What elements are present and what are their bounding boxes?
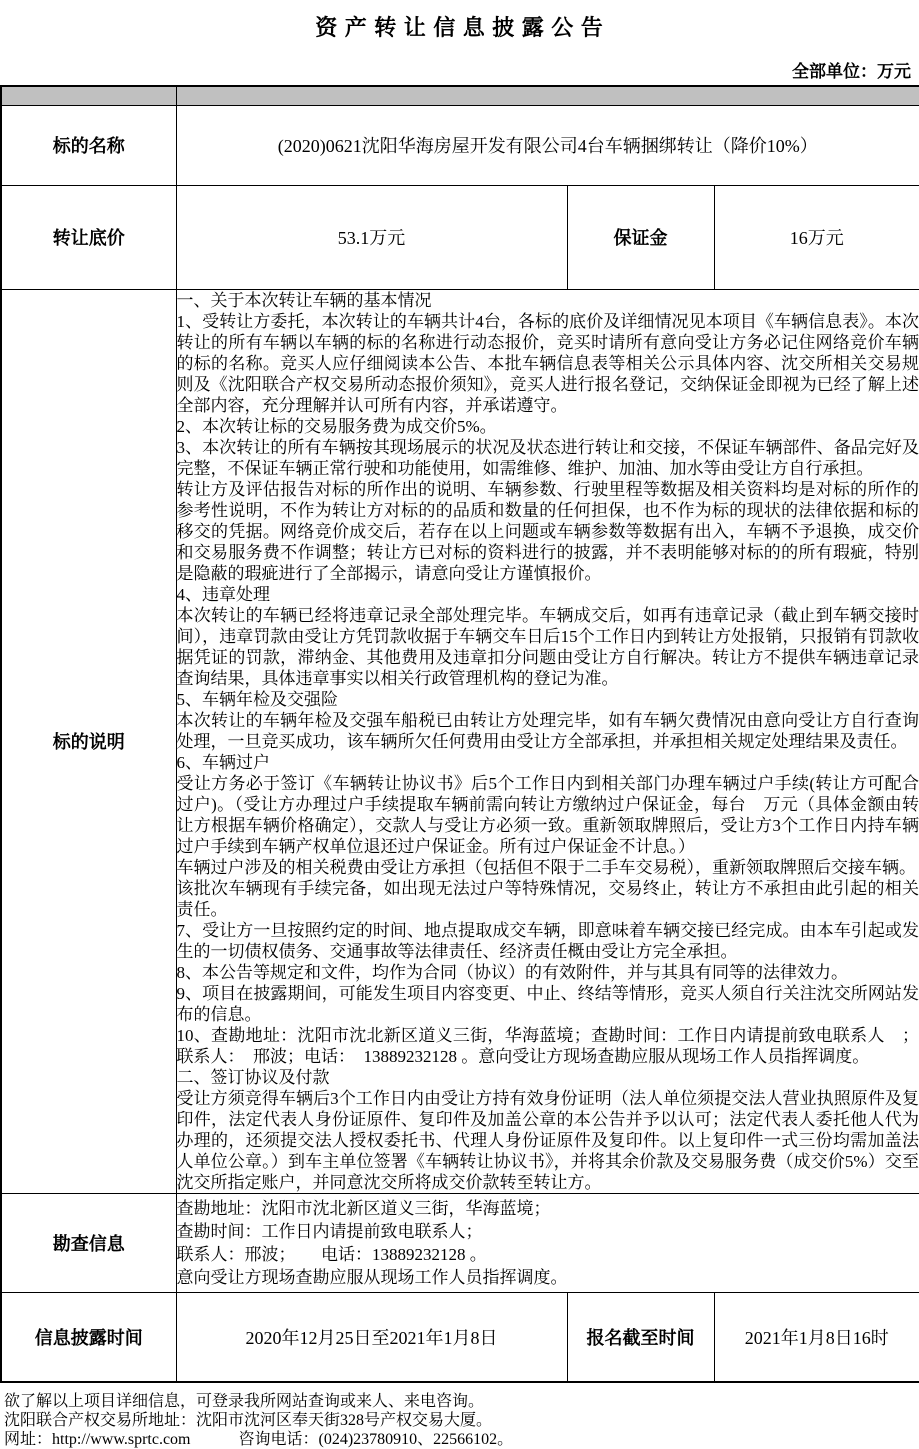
description-paragraph: 3、本次转让的所有车辆按其现场展示的状况及状态进行转让和交接，不保证车辆部件、备品完好及完整，不保证车辆正常行驶和功能使用，如需维修、维护、加油、加水等由受让方自行承担。	[177, 437, 919, 479]
description-paragraph: 车辆过户涉及的相关税费由受让方承担（包括但不限于二手车交易税），重新领取牌照后交接车辆。	[177, 857, 919, 878]
row-description	[1, 289, 919, 1193]
row-survey-info	[1, 1193, 919, 1292]
description-paragraph: 6、车辆过户	[177, 752, 919, 773]
footer-line: 沈阳联合产权交易所地址：沈阳市沈河区奉天街328号产权交易大厦。	[4, 1411, 919, 1430]
deposit-label: 保证金	[567, 185, 714, 289]
footer-line: 欲了解以上项目详细信息，可登录我所网站查询或来人、来电咨询。	[4, 1392, 919, 1411]
survey-line: 查勘时间：工作日内请提前致电联系人；	[177, 1220, 919, 1243]
row-price	[1, 185, 919, 289]
description-paragraph: 5、车辆年检及交强险	[177, 689, 919, 710]
header-band-row	[1, 86, 919, 105]
description-paragraph: 受让方须竞得车辆后3个工作日内由受让方持有效身份证明（法人单位须提交法人营业执照原件及复印件，法定代表人身份证原件、复印件及加盖公章的本公告并予以认可；法定代表人委托他人代为办理的，还须提交法人授权委托书、代理人身份证原件及复印件。以上复印件一式三份均需加盖法人单位公章。）到车主单位签署《车辆转让协议书》，并将其余价款及交易服务费（成交价5%）交至沈交所指定账户，并同意沈交所将成交价款转至转让方。	[177, 1088, 919, 1193]
registration-deadline-label: 报名截至时间	[567, 1292, 714, 1382]
survey-info-body	[176, 1193, 919, 1292]
row-subject-name	[1, 105, 919, 185]
description-paragraph: 8、本公告等规定和文件，均作为合同（协议）的有效附件，并与其具有同等的法律效力。	[177, 962, 919, 983]
page-title: 资 产 转 让 信 息 披 露 公 告	[0, 13, 919, 43]
description-paragraph: 一、关于本次转让车辆的基本情况	[177, 290, 919, 311]
description-paragraph: 4、违章处理	[177, 584, 919, 605]
description-paragraph: 该批次车辆现有手续完备，如出现无法过户等特殊情况，交易终止，转让方不承担由此引起的相关责任。	[177, 878, 919, 920]
description-label: 标的说明	[1, 289, 176, 1193]
announcement-table	[0, 85, 919, 1383]
survey-line: 查勘地址：沈阳市沈北新区道义三街，华海蓝境；	[177, 1197, 919, 1220]
description-paragraph: 2、本次转让标的交易服务费为成交价5%。	[177, 416, 919, 437]
header-band-cell-right	[176, 86, 919, 105]
subject-name-value: (2020)0621沈阳华海房屋开发有限公司4台车辆捆绑转让（降价10%）	[176, 105, 919, 185]
disclosure-time-value: 2020年12月25日至2021年1月8日	[176, 1292, 567, 1382]
survey-line: 意向受让方现场查勘应服从现场工作人员指挥调度。	[177, 1266, 919, 1289]
description-paragraph: 7、受让方一旦按照约定的时间、地点提取成交车辆，即意味着车辆交接已经完成。由本车引起或发生的一切债权债务、交通事故等法律责任、经济责任概由受让方完全承担。	[177, 920, 919, 962]
description-paragraph: 二、签订协议及付款	[177, 1067, 919, 1088]
description-paragraph: 本次转让的车辆已经将违章记录全部处理完毕。车辆成交后，如再有违章记录（截止到车辆交接时间），违章罚款由受让方凭罚款收据于车辆交车日后15个工作日内到转让方处报销，只报销有罚款收据凭证的罚款，滞纳金、其他费用及违章扣分问题由受让方自行解决。转让方不提供车辆违章记录查询结果，具体违章事实以相关行政管理机构的登记为准。	[177, 605, 919, 689]
footer-line: 网址：http://www.sprtc.com 咨询电话：(024)23780910、22566102。	[4, 1430, 919, 1449]
description-paragraph: 转让方及评估报告对标的所作出的说明、车辆参数、行驶里程等数据及相关资料均是对标的所作的参考性说明，不作为转让方对标的的品质和数量的任何担保，也不作为标的现状的法律依据和标的移交的凭据。网络竞价成交后，若存在以上问题或车辆参数等数据有出入，车辆不予退换，成交价和交易服务费不作调整；转让方已对标的资料进行的披露，并不表明能够对标的的所有瑕疵，特别是隐蔽的瑕疵进行了全部揭示，请意向受让方谨慎报价。	[177, 479, 919, 584]
unit-note: 全部单位：万元	[0, 62, 919, 82]
survey-line: 联系人：邢波； 电话：13889232128 。	[177, 1243, 919, 1266]
subject-name-label: 标的名称	[1, 105, 176, 185]
floor-price-label: 转让底价	[1, 185, 176, 289]
description-paragraph: 受让方务必于签订《车辆转让协议书》后5个工作日内到相关部门办理车辆过户手续(转让方可配合过户)。（受让方办理过户手续提取车辆前需向转让方缴纳过户保证金，每台 万元（具体金额由转让方根据车辆价格确定），交款人与受让方必须一致。重新领取牌照后，受让方3个工作日内持车辆过户手续到车辆产权单位退还过户保证金。所有过户保证金不计息。）	[177, 773, 919, 857]
row-disclosure-time	[1, 1292, 919, 1382]
description-body	[176, 289, 919, 1193]
description-paragraph: 10、查勘地址：沈阳市沈北新区道义三街，华海蓝境；查勘时间：工作日内请提前致电联系人 ；联系人： 邢波；电话： 13889232128 。意向受让方现场查勘应服从现场工作人员指挥调度。	[177, 1025, 919, 1067]
description-paragraph: 本次转让的车辆年检及交强车船税已由转让方处理完毕，如有车辆欠费情况由意向受让方自行查询处理，一旦竞买成功，该车辆所欠任何费用由受让方全部承担，并承担相关规定处理结果及责任。	[177, 710, 919, 752]
disclosure-time-label: 信息披露时间	[1, 1292, 176, 1382]
description-paragraph: 9、项目在披露期间，可能发生项目内容变更、中止、终结等情形，竞买人须自行关注沈交所网站发布的信息。	[177, 983, 919, 1025]
floor-price-value: 53.1万元	[176, 185, 567, 289]
header-band-cell-left	[1, 86, 176, 105]
footer	[0, 1392, 919, 1449]
registration-deadline-value: 2021年1月8日16时	[714, 1292, 919, 1382]
description-paragraph: 1、受转让方委托，本次转让的车辆共计4台，各标的底价及详细情况见本项目《车辆信息表》。本次转让的所有车辆以车辆的标的名称进行动态报价，竞买时请所有意向受让方务必记住网络竞价车辆的标的名称。竞买人应仔细阅读本公告、本批车辆信息表等相关公示具体内容、沈交所相关交易规则及《沈阳联合产权交易所动态报价须知》，竞买人进行报名登记，交纳保证金即视为已经了解上述全部内容，充分理解并认可所有内容，并承诺遵守。	[177, 311, 919, 416]
deposit-value: 16万元	[714, 185, 919, 289]
survey-info-label: 勘查信息	[1, 1193, 176, 1292]
